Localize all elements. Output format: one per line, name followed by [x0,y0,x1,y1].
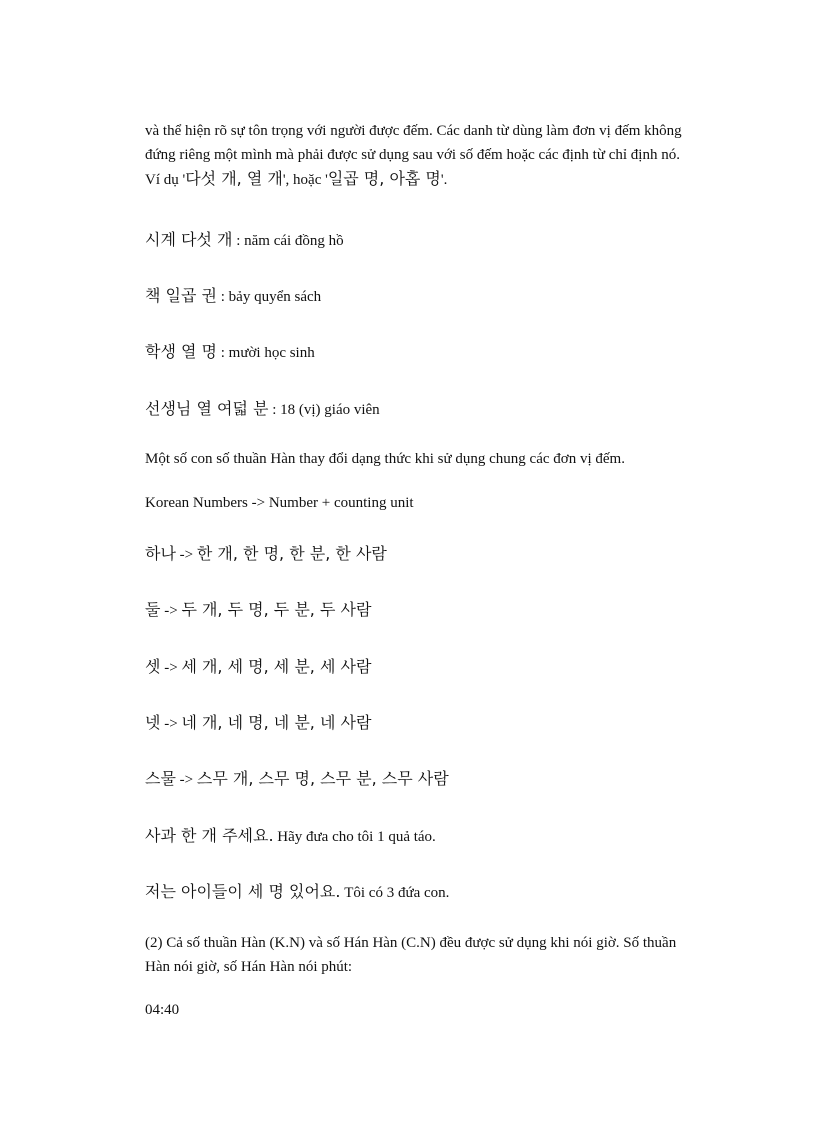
section-2-paragraph [145,931,735,979]
sentence-example: 사과 한 개 주세요. Hãy đưa cho tôi 1 quả táo. [145,826,436,845]
rule-header: Korean Numbers -> Number + counting unit [145,495,414,511]
intro-paragraph [145,119,735,192]
intro-line-1: và thể hiện rõ sự tôn trọng với người được đếm. Các danh từ dùng làm đơn vị đếm không [145,123,682,139]
example-line: 시계 다섯 개 : năm cái đồng hồ [145,230,344,249]
number-change-line: 하나 -> 한 개, 한 명, 한 분, 한 사람 [145,544,387,563]
intro-line-3: Ví dụ '다섯 개, 열 개', hoặc '일곱 명, 아홉 명'. [145,169,448,188]
example-line: 선생님 열 여덟 분 : 18 (vị) giáo viên [145,399,380,418]
example-line: 책 일곱 권 : bảy quyển sách [145,286,322,305]
number-change-line: 스물 -> 스무 개, 스무 명, 스무 분, 스무 사람 [145,769,449,788]
intro-line-2: đứng riêng một mình mà phải được sử dụng sau với số đếm hoặc các định từ chỉ định nó. [145,147,680,163]
number-change-line: 넷 -> 네 개, 네 명, 네 분, 네 사람 [145,713,372,732]
time-example: 04:40 [145,1002,180,1018]
number-change-line: 둘 -> 두 개, 두 명, 두 분, 두 사람 [145,600,372,619]
sentence-example: 저는 아이들이 세 명 있어요. Tôi có 3 đứa con. [145,882,450,901]
section-2-line-1: (2) Cả số thuần Hàn (K.N) và số Hán Hàn (C.N) đều được sử dụng khi nói giờ. Số thuần [145,935,677,951]
example-line: 학생 열 명 : mười học sinh [145,342,315,361]
number-change-line: 셋 -> 세 개, 세 명, 세 분, 세 사람 [145,657,372,676]
section-2-line-2: Hàn nói giờ, số Hán Hàn nói phút: [145,959,353,975]
change-note: Một số con số thuần Hàn thay đổi dạng thức khi sử dụng chung các đơn vị đếm. [145,451,625,467]
